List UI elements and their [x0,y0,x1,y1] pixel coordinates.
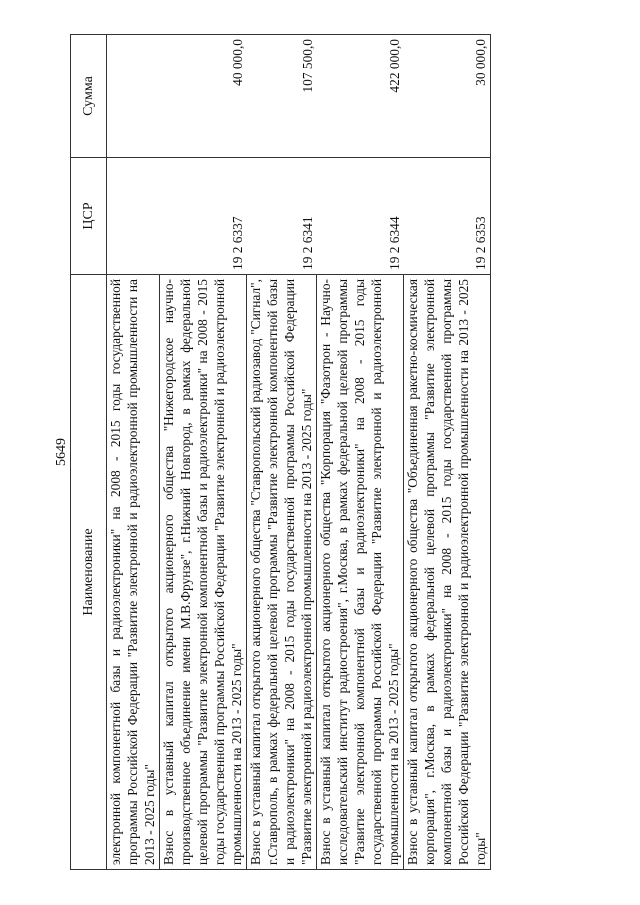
row-sum: 40 000,0 [160,35,247,158]
row-name: Взнос в уставный капитал открытого акционерного общества "Объединенная ракетно-космическая корпорация", г.Москва, в рамках федеральной целевой программы "Развитие электронной компонентной базы и радиоэлектроники" на 2008 - 2015 годы государственной программы Российской Федерации "Развитие электронной и радиоэлектронной промышленности на 2013 - 2025 годы" [404,275,491,870]
row-code: 19 2 6341 [247,158,317,275]
row-sum: 422 000,0 [317,35,404,158]
table-row [107,35,160,870]
table-row [247,35,317,870]
row-sum: 30 000,0 [404,35,491,158]
row-code [107,158,160,275]
page-number: 5649 [54,438,69,466]
budget-table [70,34,491,870]
header-sum: Сумма [71,35,107,158]
row-name: Взнос в уставный капитал открытого акционерного общества "Нижегородское научно-производственное объединение имени М.В.Фрунзе", г.Нижний Новгород, в рамках федеральной целевой программы "Развитие электронной компонентной базы и радиоэлектроники" на 2008 - 2015 годы государственной программы Российской Федерации "Развитие электронной и радиоэлектронной промышленности на 2013 - 2025 годы" [160,275,247,870]
row-name: Взнос в уставный капитал открытого акционерного общества "Ставропольский радиозавод "Сигнал", г.Ставрополь, в рамках федеральной целевой программы "Развитие электронной компонентной базы и радиоэлектроники" на 2008 - 2015 годы государственной программы Российской Федерации "Развитие электронной и радиоэлектронной промышленности на 2013 - 2025 годы" [247,275,317,870]
row-code: 19 2 6344 [317,158,404,275]
table-row [160,35,247,870]
table-row [404,35,491,870]
header-code: ЦСР [71,158,107,275]
row-sum [107,35,160,158]
row-code: 19 2 6337 [160,158,247,275]
row-name: Взнос в уставный капитал открытого акционерного общества "Корпорация "Фазотрон - Научно-исследовательский институт радиостроения", г.Москва, в рамках федеральной целевой программы "Развитие электронной компонентной базы и радиоэлектроники" на 2008 - 2015 годы государственной программы Российской Федерации "Развитие электронной и радиоэлектронной промышленности на 2013 - 2025 годы" [317,275,404,870]
row-code: 19 2 6353 [404,158,491,275]
budget-table-sheet [70,35,557,870]
row-name: электронной компонентной базы и радиоэлектроники" на 2008 - 2015 годы государственной программы Российской Федерации "Развитие электронной и радиоэлектронной промышленности на 2013 - 2025 годы" [107,275,160,870]
row-sum: 107 500,0 [247,35,317,158]
table-row [317,35,404,870]
header-name: Наименование [71,275,107,870]
header-row [71,35,107,870]
